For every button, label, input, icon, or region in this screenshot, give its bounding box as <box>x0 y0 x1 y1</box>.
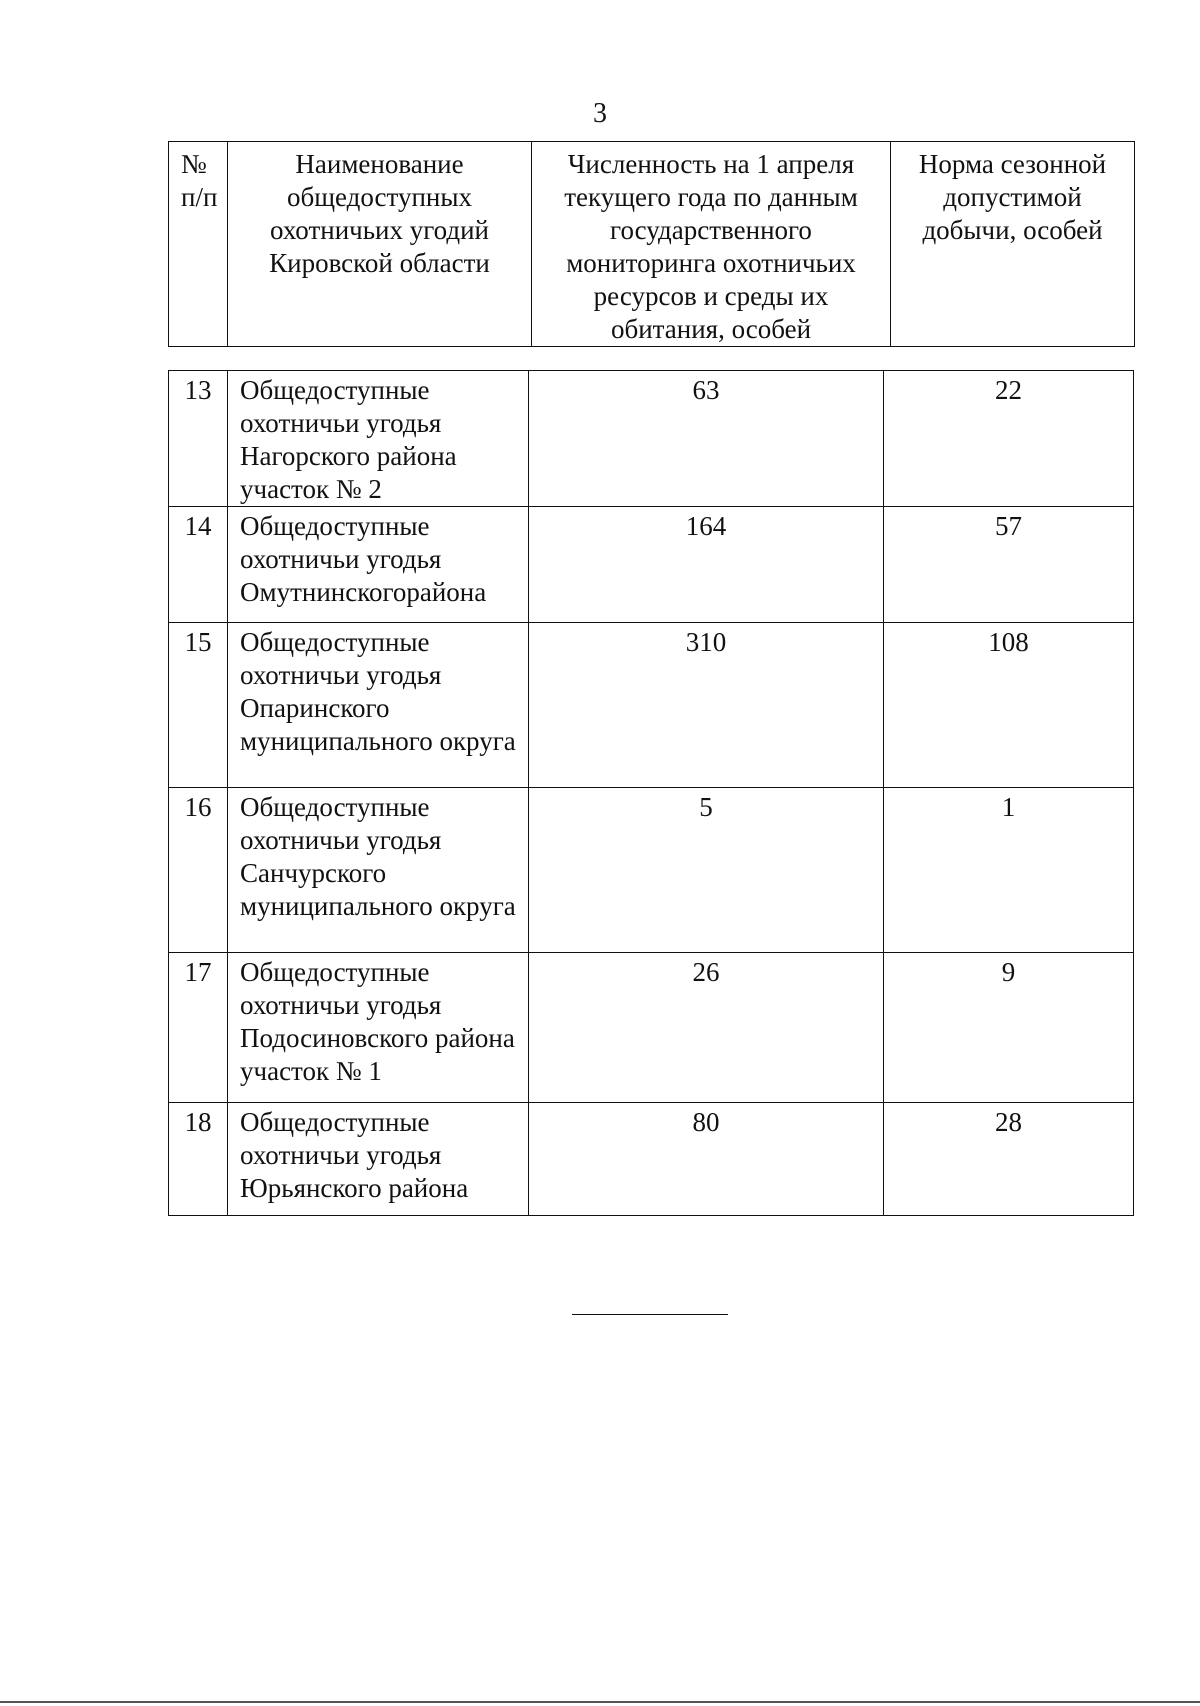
table-row <box>169 371 1134 507</box>
row-name: Общедоступные охотничьи угодья Нагорского района участок № 2 <box>228 371 529 507</box>
row-norm: 1 <box>884 788 1134 953</box>
header-number-abbrev: п/п <box>181 182 218 212</box>
row-norm: 22 <box>884 371 1134 507</box>
row-count: 26 <box>529 953 884 1103</box>
row-name: Общедоступные охотничьи угодья Санчурского муниципального округа <box>228 788 529 953</box>
header-cell-name <box>228 142 532 347</box>
header-count-label: Численность на 1 апреля текущего года по данным государственного мониторинга охотничьих ресурсов и среды их обитания, особей <box>564 149 858 344</box>
row-norm: 9 <box>884 953 1134 1103</box>
row-number: 17 <box>169 953 228 1103</box>
header-row <box>169 142 1135 347</box>
row-count: 310 <box>529 623 884 788</box>
header-cell-count <box>532 142 891 347</box>
row-name: Общедоступные охотничьи угодья Подосиновского района участок № 1 <box>228 953 529 1103</box>
row-norm: 57 <box>884 507 1134 623</box>
row-number: 18 <box>169 1103 228 1216</box>
row-count: 164 <box>529 507 884 623</box>
table-row <box>169 788 1134 953</box>
row-number: 13 <box>169 371 228 507</box>
header-norm-label: Норма сезонной допустимой добычи, особей <box>918 149 1107 245</box>
row-name: Общедоступные охотничьи угодья Опаринского муниципального округа <box>228 623 529 788</box>
row-count: 5 <box>529 788 884 953</box>
row-number: 14 <box>169 507 228 623</box>
header-cell-norm <box>891 142 1135 347</box>
row-number: 16 <box>169 788 228 953</box>
row-count: 80 <box>529 1103 884 1216</box>
row-count: 63 <box>529 371 884 507</box>
table-row <box>169 1103 1134 1216</box>
row-name: Общедоступные охотничьи угодья Омутнинскогорайона <box>228 507 529 623</box>
table-header <box>168 141 1135 347</box>
table-row <box>169 507 1134 623</box>
row-norm: 28 <box>884 1103 1134 1216</box>
row-name: Общедоступные охотничьи угодья Юрьянского района <box>228 1103 529 1216</box>
table-body <box>168 370 1134 1216</box>
header-cell-number <box>169 142 228 347</box>
header-number-symbol: № <box>181 149 207 179</box>
end-separator-line <box>572 1314 728 1315</box>
page-number: 3 <box>593 98 607 129</box>
table-row <box>169 953 1134 1103</box>
header-name-label: Наименование общедоступных охотничьих угодий Кировской области <box>269 149 490 278</box>
page-bottom-edge <box>0 1701 1200 1703</box>
table-row <box>169 623 1134 788</box>
row-number: 15 <box>169 623 228 788</box>
row-norm: 108 <box>884 623 1134 788</box>
